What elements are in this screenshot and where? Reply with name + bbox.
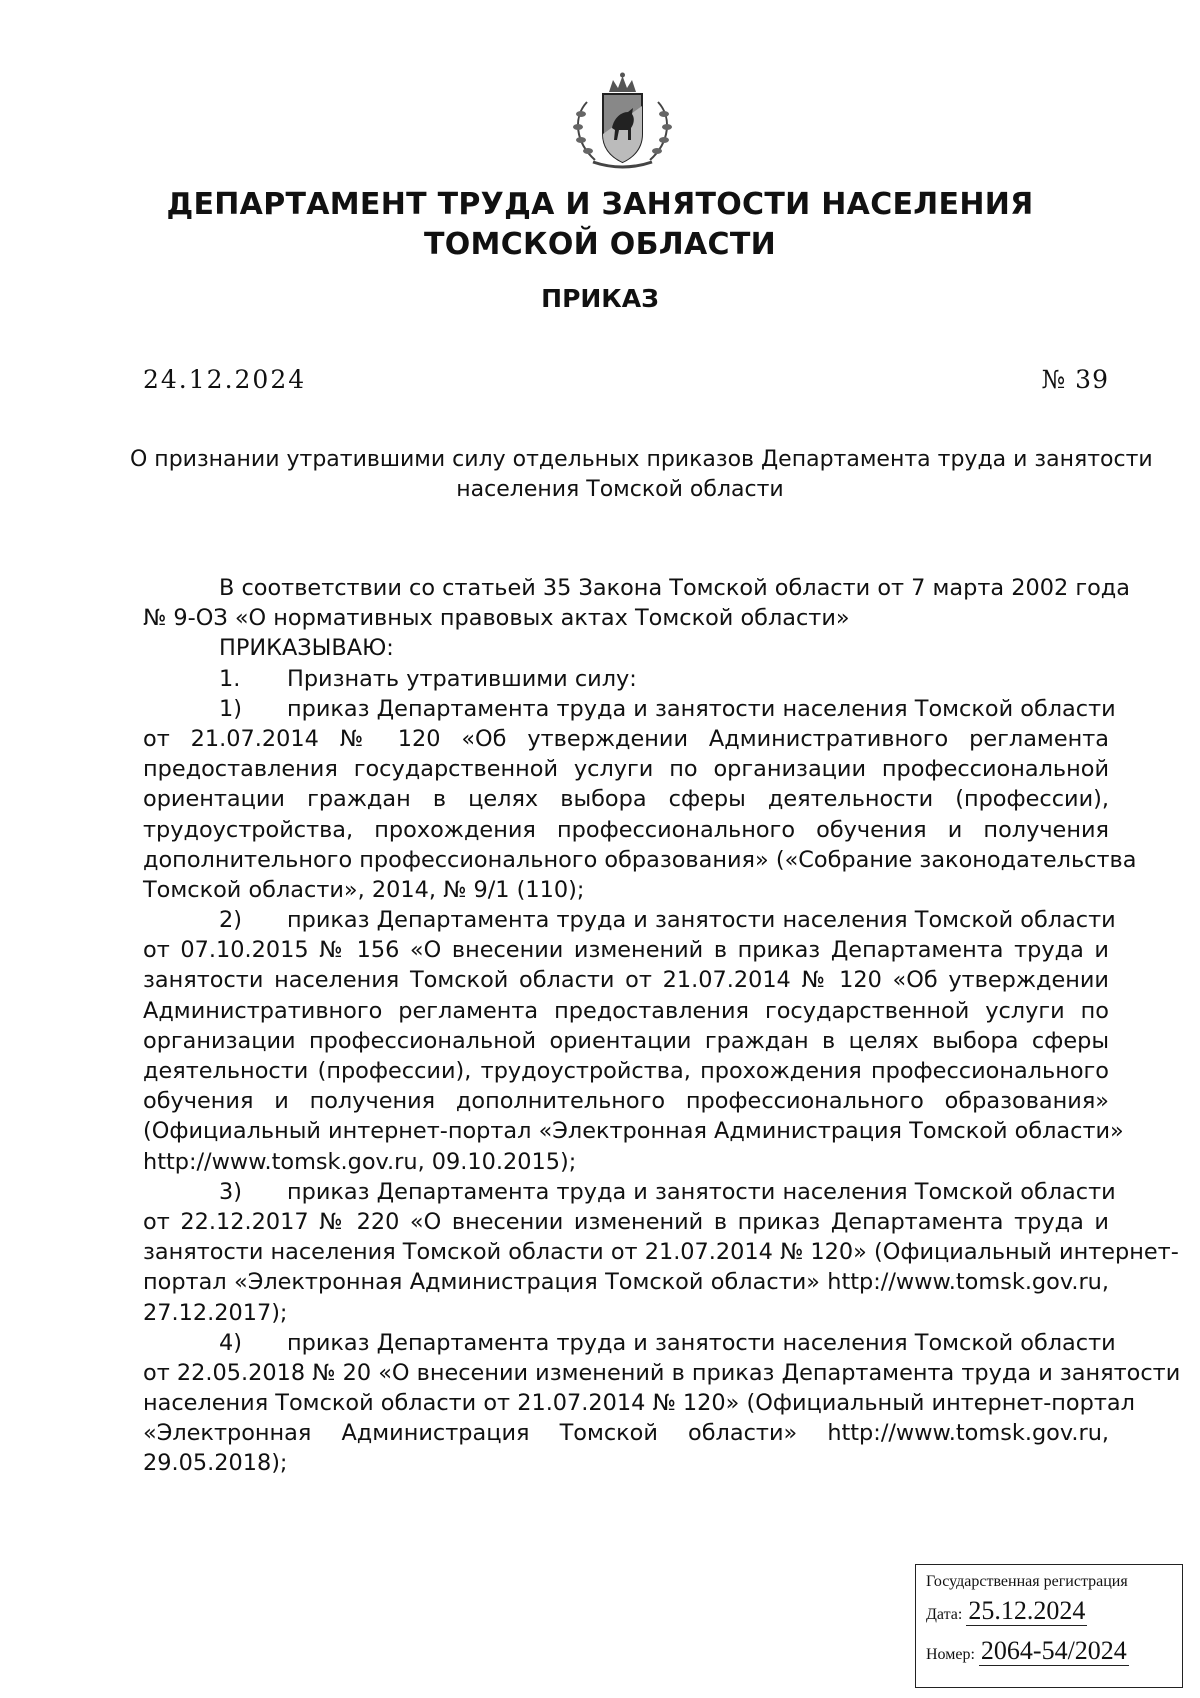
stamp-date-row	[926, 1593, 1174, 1633]
list-item-line: http://www.tomsk.gov.ru, 09.10.2015);	[143, 1148, 577, 1175]
list-item-line: деятельности (профессии), трудоустройства, прохождения профессионального	[143, 1058, 1109, 1084]
clause-number: 1.	[219, 665, 241, 692]
list-item-line: (Официальный интернет-портал «Электронная Администрация Томской области»	[143, 1118, 1124, 1145]
preamble-line: № 9-ОЗ «О нормативных правовых актах Томской области»	[143, 605, 850, 632]
list-item-first-line	[143, 905, 1116, 935]
department-name-line1: ДЕПАРТАМЕНТ ТРУДА И ЗАНЯТОСТИ НАСЕЛЕНИЯ	[166, 187, 1034, 222]
list-item-number: 3)	[219, 1178, 242, 1205]
department-name-line2: ТОМСКОЙ ОБЛАСТИ	[423, 227, 776, 262]
list-item-line: от 07.10.2015 № 156 «О внесении изменений в приказ Департамента труда и	[143, 937, 1109, 964]
clause-1	[143, 664, 1109, 694]
list-item-text: приказ Департамента труда и занятости населения Томской области	[287, 1178, 1116, 1205]
list-item-line: Административного регламента предоставления государственной услуги по	[143, 997, 1109, 1024]
list-item-line: обучения и получения дополнительного профессионального образования»	[143, 1088, 1109, 1115]
stamp-number-label: Номер:	[926, 1646, 975, 1663]
clause-text: Признать утратившими силу:	[287, 665, 637, 692]
list-item-first-line	[143, 1328, 1116, 1358]
order-subject	[130, 445, 1153, 505]
list-item-line: от 22.12.2017 № 220 «О внесении изменений в приказ Департамента труда и	[143, 1208, 1109, 1235]
stamp-title: Государственная регистрация	[926, 1573, 1128, 1590]
subject-line1: О признании утратившими силу отдельных приказов Департамента труда и занятости	[130, 447, 1153, 472]
stamp-number-value: 2064-54/2024	[980, 1636, 1127, 1665]
order-body	[143, 573, 1181, 1479]
list-item-line: организации профессиональной ориентации граждан в целях выбора сферы	[143, 1027, 1109, 1054]
list-item-line: предоставления государственной услуги по организации профессиональной	[143, 756, 1109, 783]
list-item-line: портал «Электронная Администрация Томской области» http://www.tomsk.gov.ru,	[143, 1269, 1109, 1296]
list-item-line: занятости населения Томской области от 21.07.2014 № 120» (Официальный интернет-	[143, 1239, 1179, 1266]
list-item-number: 2)	[219, 907, 242, 934]
registration-stamp	[915, 1564, 1183, 1688]
stamp-number-row	[926, 1633, 1174, 1673]
list-item-line: трудоустройства, прохождения профессионального обучения и получения	[143, 816, 1109, 843]
list-item-text: приказ Департамента труда и занятости населения Томской области	[287, 1329, 1116, 1356]
list-item-text: приказ Департамента труда и занятости населения Томской области	[287, 695, 1116, 722]
list-item-text: приказ Департамента труда и занятости населения Томской области	[287, 907, 1116, 934]
list-item-number: 4)	[219, 1329, 242, 1356]
list-item-line: дополнительного профессионального образования» («Собрание законодательства	[143, 846, 1137, 873]
order-date: 24.12.2024	[143, 365, 307, 394]
coat-of-arms-icon	[565, 72, 680, 172]
stamp-date-value: 25.12.2024	[968, 1596, 1086, 1625]
list-item-line: Томской области», 2014, № 9/1 (110);	[143, 876, 585, 903]
stamp-date-label: Дата:	[926, 1606, 963, 1623]
subject-line2: населения Томской области	[456, 477, 784, 502]
list-item-line: от 21.07.2014 № 120 «Об утверждении Административного регламента	[143, 725, 1109, 752]
list-item-line: ориентации граждан в целях выбора сферы деятельности (профессии),	[143, 786, 1109, 813]
document-type: ПРИКАЗ	[541, 284, 659, 313]
list-item-number: 1)	[219, 695, 242, 722]
list-item-line: 29.05.2018);	[143, 1450, 288, 1477]
order-number: № 39	[1041, 365, 1109, 394]
list-item-first-line	[143, 1177, 1116, 1207]
order-word: ПРИКАЗЫВАЮ:	[219, 635, 394, 662]
list-item-line: «Электронная Администрация Томской области» http://www.tomsk.gov.ru,	[143, 1420, 1109, 1447]
list-item-line: от 22.05.2018 № 20 «О внесении изменений в приказ Департамента труда и занятости	[143, 1359, 1181, 1386]
department-name	[0, 185, 1200, 265]
preamble-line: В соответствии со статьей 35 Закона Томской области от 7 марта 2002 года	[219, 575, 1131, 601]
list-item-first-line	[143, 694, 1116, 724]
list-item-line: 27.12.2017);	[143, 1299, 288, 1326]
list-item-line: занятости населения Томской области от 21.07.2014 № 120 «Об утверждении	[143, 967, 1109, 994]
list-item-line: населения Томской области от 21.07.2014 № 120» (Официальный интернет-портал	[143, 1390, 1135, 1417]
